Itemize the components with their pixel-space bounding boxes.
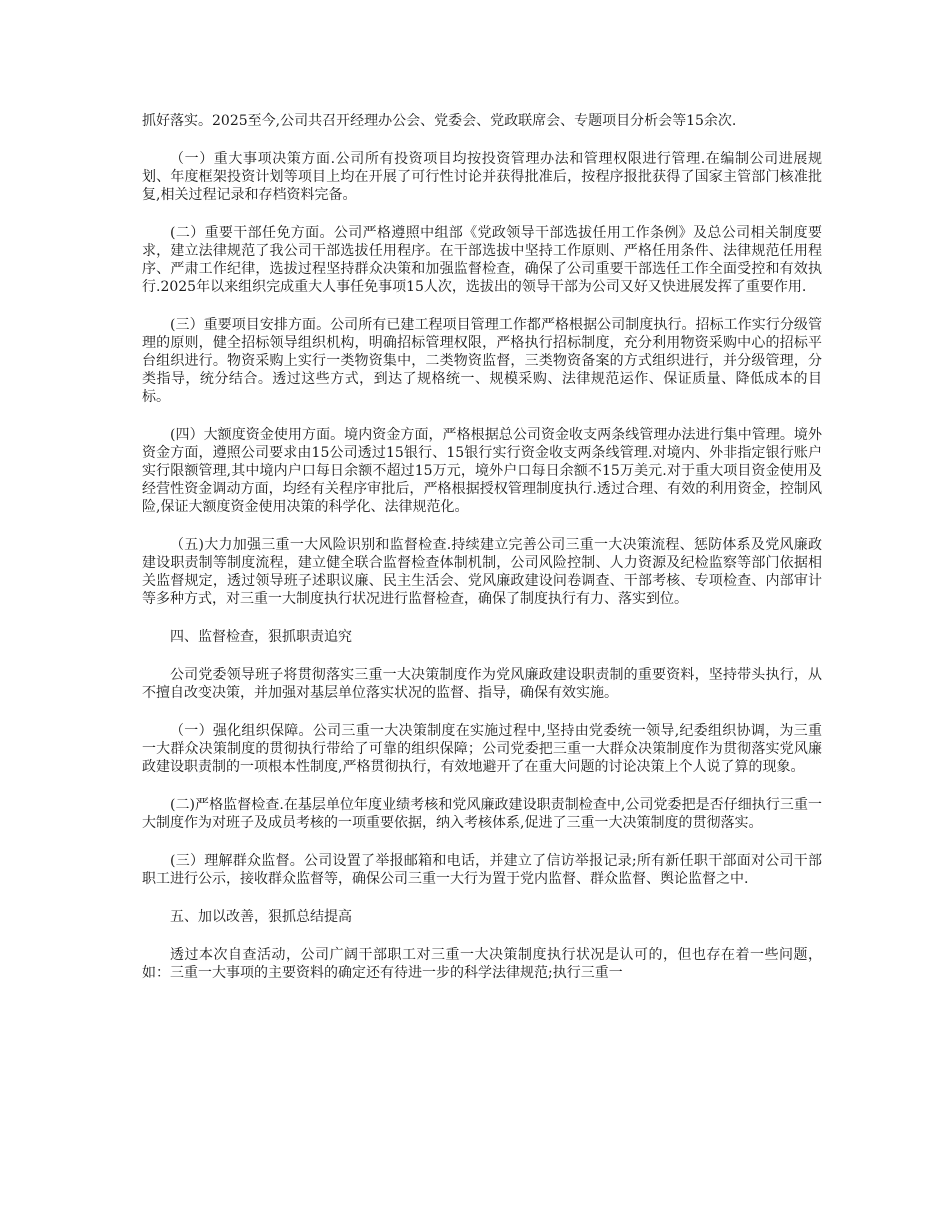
- paragraph-party-leadership: 公司党委领导班子将贯彻落实三重一大决策制度作为党风廉政建设职责制的重要资料，坚持带头执行，从不擅自改变决策，并加强对基层单位落实状况的监督、指导，确保有效实施。: [142, 667, 822, 701]
- paragraph-self-inspection: 透过本次自查活动，公司广阔干部职工对三重一大决策制度执行状况是认可的，但也存在着一些问题，如：三重一大事项的主要资料的确定还有待进一步的科学法律规范;执行三重一: [142, 947, 822, 981]
- paragraph-risk-supervision: （五)大力加强三重一大风险识别和监督检查.持续建立完善公司三重一大决策流程、惩防体系及党风廉政建设职责制等制度流程，建立健全联合监督检查体制机制，公司风险控制、人力资源及纪检监察等部门依据相关监督规定，透过领导班子述职议廉、民主生活会、党风廉政建设问卷调查、干部考核、专项检查、内部审计等多种方式，对三重一大制度执行状况进行监督检查，确保了制度执行有力、落实到位。: [142, 537, 822, 607]
- document-body: [142, 112, 822, 1002]
- paragraph-strict-inspection: (二)严格监督检查.在基层单位年度业绩考核和党风廉政建设职责制检查中,公司党委把是否仔细执行三重一大制度作为对班子及成员考核的一项重要依据，纳入考核体系,促进了三重一大决策制度的贯彻落实。: [142, 797, 822, 831]
- paragraph-large-funds: (四）大额度资金使用方面。境内资金方面，严格根据总公司资金收支两条线管理办法进行集中管理。境外资金方面，遵照公司要求由15公司透过15银行、15银行实行资金收支两条线管理.对境内、外非指定银行账户实行限额管理,其中境内户口每日余额不超过15万元，境外户口每日余额不15万美元.对于重大项目资金使用及经营性资金调动方面，均经有关程序审批后，严格根据授权管理制度执行.透过合理、有效的利用资金，控制风险,保证大额度资金使用决策的科学化、法律规范化。: [142, 427, 822, 515]
- section-heading-supervision: 四、监督检查，狠抓职责追究: [170, 629, 352, 645]
- paragraph-cadre-appointment: (二）重要干部任免方面。公司严格遵照中组部《党政领导干部选拔任用工作条例》及总公司相关制度要求，建立法律规范了我公司干部选拔任用程序。在干部选拔中坚持工作原则、严格任用条件、法律规范任用程序、严肃工作纪律，选拔过程坚持群众决策和加强监督检查，确保了公司重要干部选任工作全面受控和有效执行.2025年以来组织完成重大人事任免事项15人次，选拔出的领导干部为公司又好又快进展发挥了重要作用.: [142, 225, 822, 295]
- paragraph-public-supervision: (三）理解群众监督。公司设置了举报邮箱和电话，并建立了信访举报记录;所有新任职干部面对公司干部职工进行公示，接收群众监督等，确保公司三重一大行为置于党内监督、群众监督、舆论监督之中.: [142, 853, 822, 887]
- section-heading-improvement: 五、加以改善，狠抓总结提高: [170, 909, 352, 925]
- paragraph-major-decisions: （一）重大事项决策方面.公司所有投资项目均按投资管理办法和管理权限进行管理.在编制公司进展规划、年度框架投资计划等项目上均在开展了可行性讨论并获得批准后，按程序报批获得了国家主管部门核准批复,相关过程记录和存档资料完备。: [142, 151, 822, 203]
- paragraph-organization-guarantee: （一）强化组织保障。公司三重一大决策制度在实施过程中,坚持由党委统一领导,纪委组织协调，为三重一大群众决策制度的贯彻执行带给了可靠的组织保障；公司党委把三重一大群众决策制度作为贯彻落实党风廉政建设职责制的一项根本性制度,严格贯彻执行，有效地避开了在重大问题的讨论决策上个人说了算的现象。: [142, 723, 822, 775]
- paragraph-continuation: 抓好落实。2025至今,公司共召开经理办公会、党委会、党政联席会、专题项目分析会等15余次.: [142, 113, 737, 129]
- paragraph-major-projects: (三）重要项目安排方面。公司所有已建工程项目管理工作都严格根据公司制度执行。招标工作实行分级管理的原则，健全招标领导组织机构，明确招标管理权限，严格执行招标制度，充分利用物资采购中心的招标平台组织进行。物资采购上实行一类物资集中，二类物资监督，三类物资备案的方式组织进行，并分级管理，分类指导，统分结合。透过这些方式，到达了规格统一、规模采购、法律规范运作、保证质量、降低成本的目标。: [142, 317, 822, 405]
